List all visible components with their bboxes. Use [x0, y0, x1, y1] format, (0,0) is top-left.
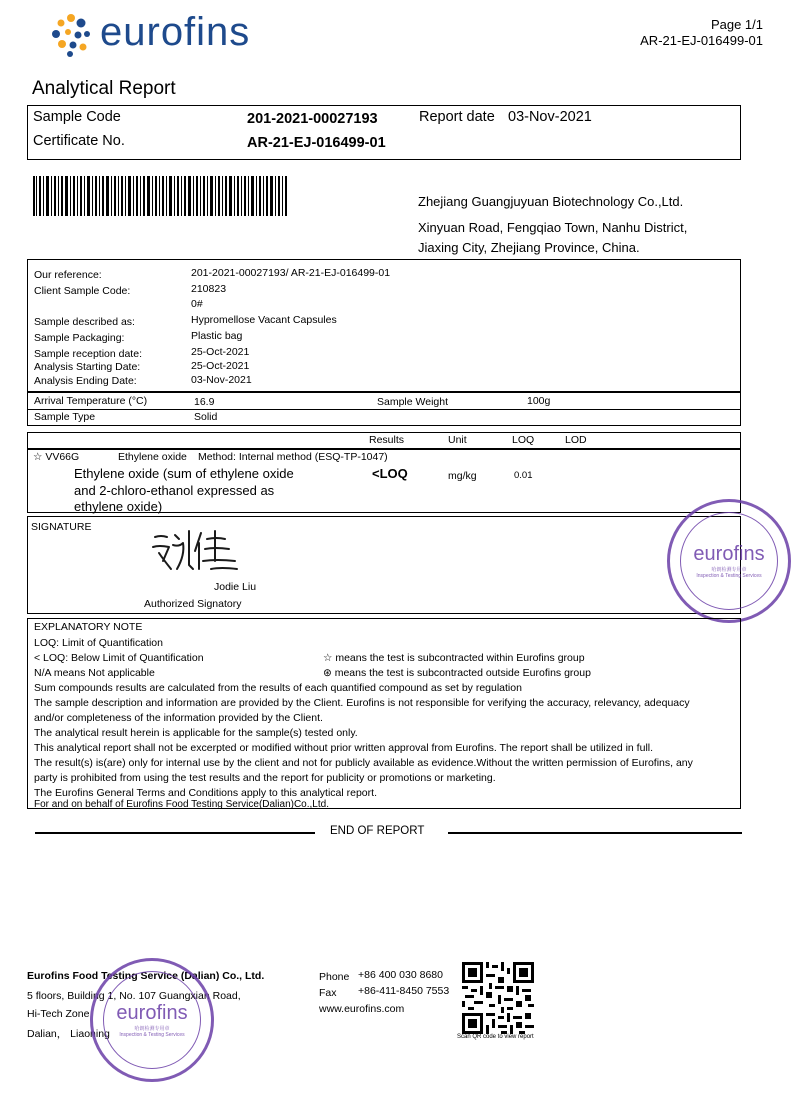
sample-info-box [27, 259, 741, 392]
client-name: Zhejiang Guangjuyuan Biotechnology Co.,Ltd. [418, 194, 684, 209]
info-value-3: Hypromellose Vacant Capsules [191, 314, 337, 326]
info-label-6: Analysis Starting Date: [34, 361, 141, 373]
note-line-1: The sample description and information are provided by the Client. Eurofins is not responsible for verifying the accuracy, relevancy, adequacy [34, 697, 690, 709]
footer-address2: Hi-Tech Zone [27, 1008, 90, 1020]
note-line-7: The Eurofins General Terms and Conditions apply to this analytical report. [34, 787, 377, 799]
col-results: Results [369, 434, 405, 446]
end-of-report: END OF REPORT [330, 825, 425, 837]
note-line-8: For and on behalf of Eurofins Food Testing Service(Dalian)Co.,Ltd. [34, 799, 329, 810]
qr-code-icon [462, 962, 534, 1034]
info-label-1: Client Sample Code: [34, 285, 131, 297]
footer-stamp-cn: 哈朗检测专用章 [134, 1026, 170, 1032]
notes-title: EXPLANATORY NOTE [34, 621, 143, 633]
analyte-line3: ethylene oxide) [74, 499, 163, 514]
analyte-line2: and 2-chloro-ethanol expressed as [74, 483, 275, 498]
test-box [27, 449, 741, 513]
stamp-sub: Inspection & Testing Services [696, 573, 762, 579]
note-line-0: Sum compounds results are calculated from the results of each quantified compound as set by regulation [34, 682, 522, 694]
footer-stamp-brand: eurofins [116, 1002, 188, 1024]
test-name: Ethylene oxide [118, 451, 187, 463]
report-date-label: Report date [419, 109, 495, 125]
website: www.eurofins.com [319, 1003, 405, 1015]
sample-weight-label: Sample Weight [377, 396, 449, 408]
footer-stamp [90, 958, 214, 1082]
info-value-4: Plastic bag [191, 330, 243, 342]
stamp-brand: eurofins [693, 543, 765, 565]
test-method: Method: Internal method (ESQ-TP-1047) [198, 451, 388, 463]
note-line-4: This analytical report shall not be excerpted or modified without prior written approval from Eurofins. The report shall be utilized in full. [34, 742, 654, 754]
test-code: ☆ VV66G [33, 451, 80, 463]
note-na: N/A means Not applicable [34, 667, 155, 679]
barcode-icon [33, 176, 287, 216]
sample-type-value: Solid [194, 411, 218, 423]
arrival-temp-value: 16.9 [194, 396, 215, 408]
note-line-6: party is prohibited from using the test results and the report for publicity or promotions or marketing. [34, 772, 496, 784]
note-below-loq: < LOQ: Below Limit of Quantification [34, 652, 204, 664]
header-report-number: AR-21-EJ-016499-01 [640, 33, 763, 48]
note-line-5: The result(s) is(are) only for internal use by the client and not for publicly available as evidence.Without the written permission of Eurofins, any [34, 757, 693, 769]
signer-role: Authorized Signatory [144, 598, 242, 610]
fax-value: +86-411-8450 7553 [358, 985, 450, 997]
phone-value: +86 400 030 8680 [358, 969, 443, 981]
info-value-2: 0# [191, 298, 203, 310]
note-line-3: The analytical result herein is applicable for the sample(s) tested only. [34, 727, 358, 739]
info-value-5: 25-Oct-2021 [191, 346, 250, 358]
info-label-5: Sample reception date: [34, 348, 142, 360]
test-result: <LOQ [372, 466, 408, 481]
info-label-0: Our reference: [34, 269, 102, 281]
sample-code-value: 201-2021-00027193 [247, 111, 378, 127]
phone-label: Phone [319, 971, 350, 983]
note-star-within: ☆ means the test is subcontracted within Eurofins group [323, 652, 585, 664]
qr-caption: Scan QR code to view report [457, 1034, 534, 1040]
signature-box [27, 516, 741, 614]
end-line-left [35, 832, 315, 834]
sample-weight-value: 100g [527, 395, 551, 407]
client-address-line1: Xinyuan Road, Fengqiao Town, Nanhu District, [418, 220, 688, 235]
end-line-right [448, 832, 742, 834]
arrival-temp-label: Arrival Temperature (°C) [34, 395, 148, 407]
stamp-cn: 哈朗检测专用章 [711, 567, 747, 573]
page-title: Analytical Report [32, 78, 176, 99]
note-loq: LOQ: Limit of Quantification [34, 637, 163, 649]
results-header-box [27, 432, 741, 449]
signature-title: SIGNATURE [31, 521, 92, 533]
arrival-box [27, 392, 741, 426]
info-value-7: 03-Nov-2021 [191, 374, 252, 386]
col-lod: LOD [565, 434, 587, 446]
info-value-0: 201-2021-00027193/ AR-21-EJ-016499-01 [191, 267, 391, 279]
arrival-divider [28, 409, 740, 410]
note-star-outside: ⊛ means the test is subcontracted outside Eurofins group [323, 667, 591, 679]
sample-code-label: Sample Code [33, 109, 121, 125]
info-value-6: 25-Oct-2021 [191, 360, 250, 372]
certificate-label: Certificate No. [33, 133, 125, 149]
col-unit: Unit [448, 434, 467, 446]
note-line-2: and/or completeness of the information provided by the Client. [34, 712, 323, 724]
stamp-inner-ring [680, 512, 778, 610]
col-loq: LOQ [512, 434, 535, 446]
client-address-line2: Jiaxing City, Zhejiang Province, China. [418, 240, 640, 255]
company-stamp [667, 499, 791, 623]
info-label-4: Sample Packaging: [34, 332, 125, 344]
test-loq: 0.01 [514, 470, 533, 481]
page-number: Page 1/1 [710, 17, 763, 32]
footer-stamp-sub: Inspection & Testing Services [119, 1032, 185, 1038]
test-unit: mg/kg [448, 470, 477, 482]
info-value-1: 210823 [191, 283, 227, 295]
sample-type-label: Sample Type [34, 411, 96, 423]
footer-company: Eurofins Food Testing Service (Dalian) Co., Ltd. [27, 970, 265, 982]
report-date-value: 03-Nov-2021 [508, 109, 592, 125]
handwritten-signature [149, 525, 241, 575]
certificate-value: AR-21-EJ-016499-01 [247, 135, 386, 151]
signer-name: Jodie Liu [214, 581, 257, 593]
info-label-7: Analysis Ending Date: [34, 375, 137, 387]
logo-dots-icon [48, 12, 94, 58]
fax-label: Fax [319, 987, 337, 999]
summary-box [27, 105, 741, 160]
explanatory-note-box [27, 618, 741, 809]
footer-address3: Dalian， Liaoning [27, 1028, 110, 1040]
logo-text: eurofins [100, 10, 251, 54]
eurofins-logo [48, 10, 258, 60]
footer-address1: 5 floors, Building 1, No. 107 Guangxian Road, [27, 990, 241, 1002]
footer-stamp-inner-ring [103, 971, 201, 1069]
analyte-line1: Ethylene oxide (sum of ethylene oxide [74, 466, 294, 481]
info-label-3: Sample described as: [34, 316, 135, 328]
